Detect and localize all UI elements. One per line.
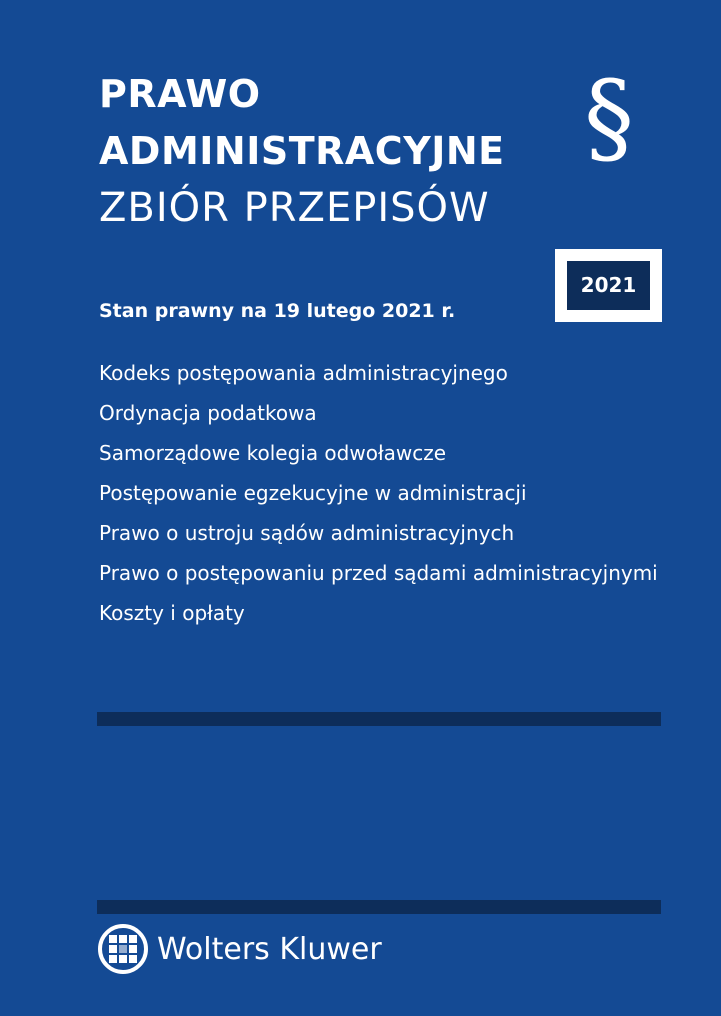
contents-item: Prawo o ustroju sądów administracyjnych bbox=[99, 521, 515, 545]
contents-item: Kodeks postępowania administracyjnego bbox=[99, 361, 508, 385]
wolters-kluwer-logo-icon bbox=[97, 923, 149, 975]
divider-bar-top bbox=[97, 712, 661, 726]
year-label: 2021 bbox=[567, 261, 650, 310]
contents-item: Koszty i opłaty bbox=[99, 601, 245, 625]
divider-bar-bottom bbox=[97, 900, 661, 914]
contents-item: Prawo o postępowaniu przed sądami administracyjnymi bbox=[99, 561, 658, 585]
contents-list bbox=[99, 358, 659, 638]
subtitle: ZBIÓR PRZEPISÓW bbox=[99, 185, 490, 231]
title-line-2: ADMINISTRACYJNE bbox=[99, 129, 505, 173]
legal-state-date: Stan prawny na 19 lutego 2021 r. bbox=[99, 300, 456, 322]
year-badge bbox=[555, 249, 662, 322]
contents-item: Ordynacja podatkowa bbox=[99, 401, 317, 425]
contents-item: Samorządowe kolegia odwoławcze bbox=[99, 441, 447, 465]
publisher-logo bbox=[97, 921, 382, 977]
contents-item: Postępowanie egzekucyjne w administracji bbox=[99, 481, 527, 505]
title-line-1: PRAWO bbox=[99, 72, 261, 116]
publisher-name: Wolters Kluwer bbox=[157, 931, 382, 967]
section-sign-icon: § bbox=[584, 59, 634, 176]
